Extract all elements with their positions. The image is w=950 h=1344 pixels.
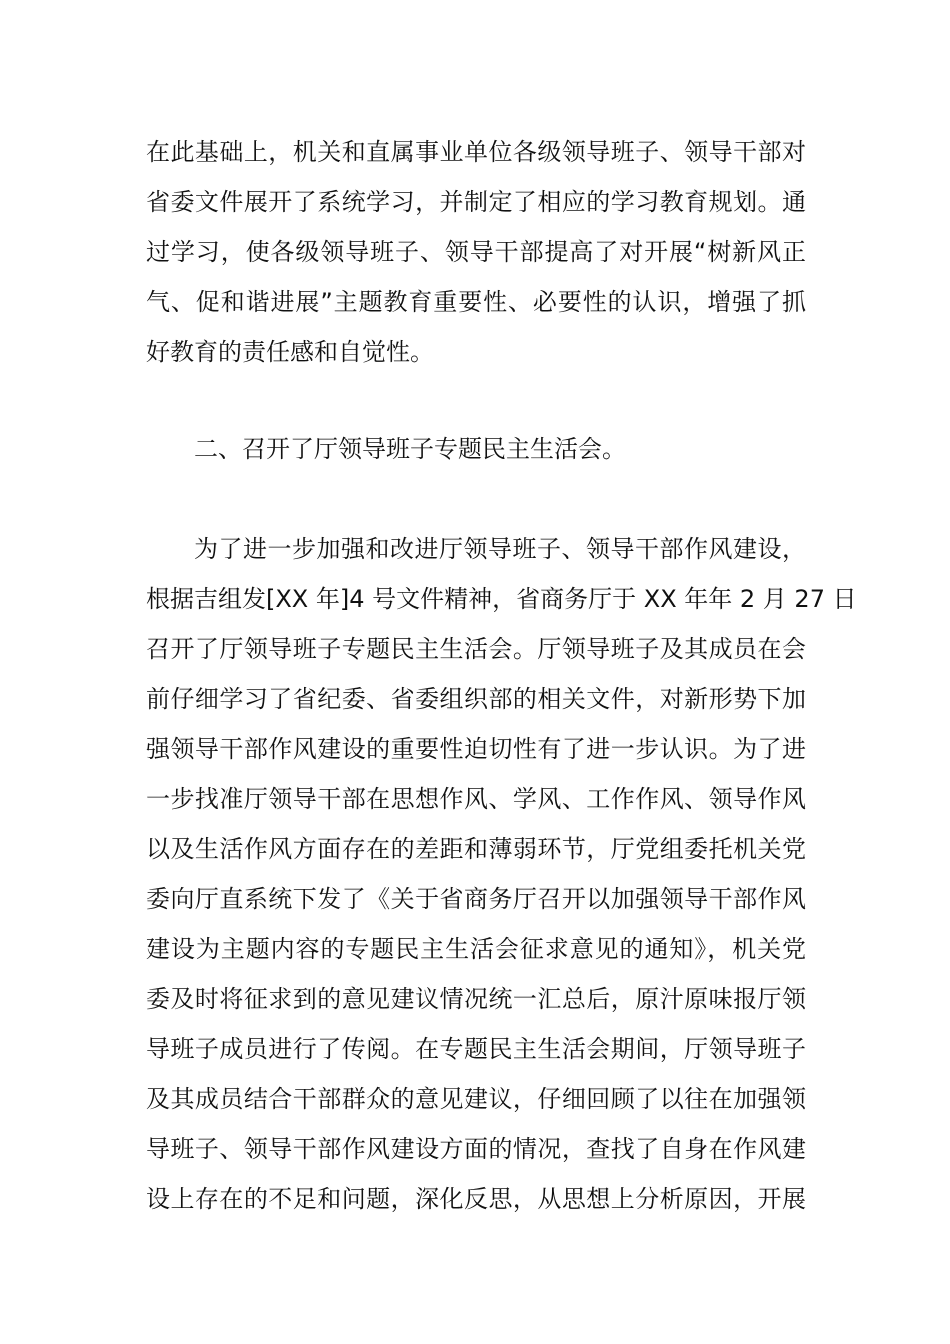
paragraph-3-line-13: 导班子、领导干部作风建设方面的情况，查找了自身在作风建: [146, 1135, 806, 1163]
paragraph-1-line-5: 好教育的责任感和自觉性。: [146, 338, 434, 366]
paragraph-3-line-11: 导班子成员进行了传阅。在专题民主生活会期间，厅领导班子: [146, 1035, 806, 1063]
paragraph-3-line-1: 为了进一步加强和改进厅领导班子、领导干部作风建设，: [194, 535, 806, 563]
paragraph-3-line-9: 建设为主题内容的专题民主生活会征求意见的通知》，机关党: [146, 935, 806, 963]
section-heading: 二、召开了厅领导班子专题民主生活会。: [194, 435, 626, 463]
paragraph-3-line-6: 一步找准厅领导干部在思想作风、学风、工作作风、领导作风: [146, 785, 806, 813]
paragraph-1-line-1: 在此基础上，机关和直属事业单位各级领导班子、领导干部对: [146, 138, 806, 166]
paragraph-3-line-4: 前仔细学习了省纪委、省委组织部的相关文件，对新形势下加: [146, 685, 806, 713]
paragraph-1-line-2: 省委文件展开了系统学习，并制定了相应的学习教育规划。通: [146, 188, 806, 216]
paragraph-3-line-3: 召开了厅领导班子专题民主生活会。厅领导班子及其成员在会: [146, 635, 806, 663]
paragraph-3-line-12: 及其成员结合干部群众的意见建议，仔细回顾了以往在加强领: [146, 1085, 806, 1113]
paragraph-3-line-2: 根据吉组发[XX 年]4 号文件精神，省商务厅于 XX 年年 2 月 27 日: [146, 585, 857, 613]
paragraph-3-line-7: 以及生活作风方面存在的差距和薄弱环节，厅党组委托机关党: [146, 835, 806, 863]
paragraph-3-line-14: 设上存在的不足和问题，深化反思，从思想上分析原因，开展: [146, 1185, 806, 1213]
paragraph-3-line-5: 强领导干部作风建设的重要性迫切性有了进一步认识。为了进: [146, 735, 806, 763]
paragraph-1-line-3: 过学习，使各级领导班子、领导干部提高了对开展“树新风正: [146, 238, 806, 266]
paragraph-1-line-4: 气、促和谐进展”主题教育重要性、必要性的认识，增强了抓: [146, 288, 806, 316]
paragraph-3-line-10: 委及时将征求到的意见建议情况统一汇总后，原汁原味报厅领: [146, 985, 806, 1013]
paragraph-3-line-8: 委向厅直系统下发了《关于省商务厅召开以加强领导干部作风: [146, 885, 806, 913]
